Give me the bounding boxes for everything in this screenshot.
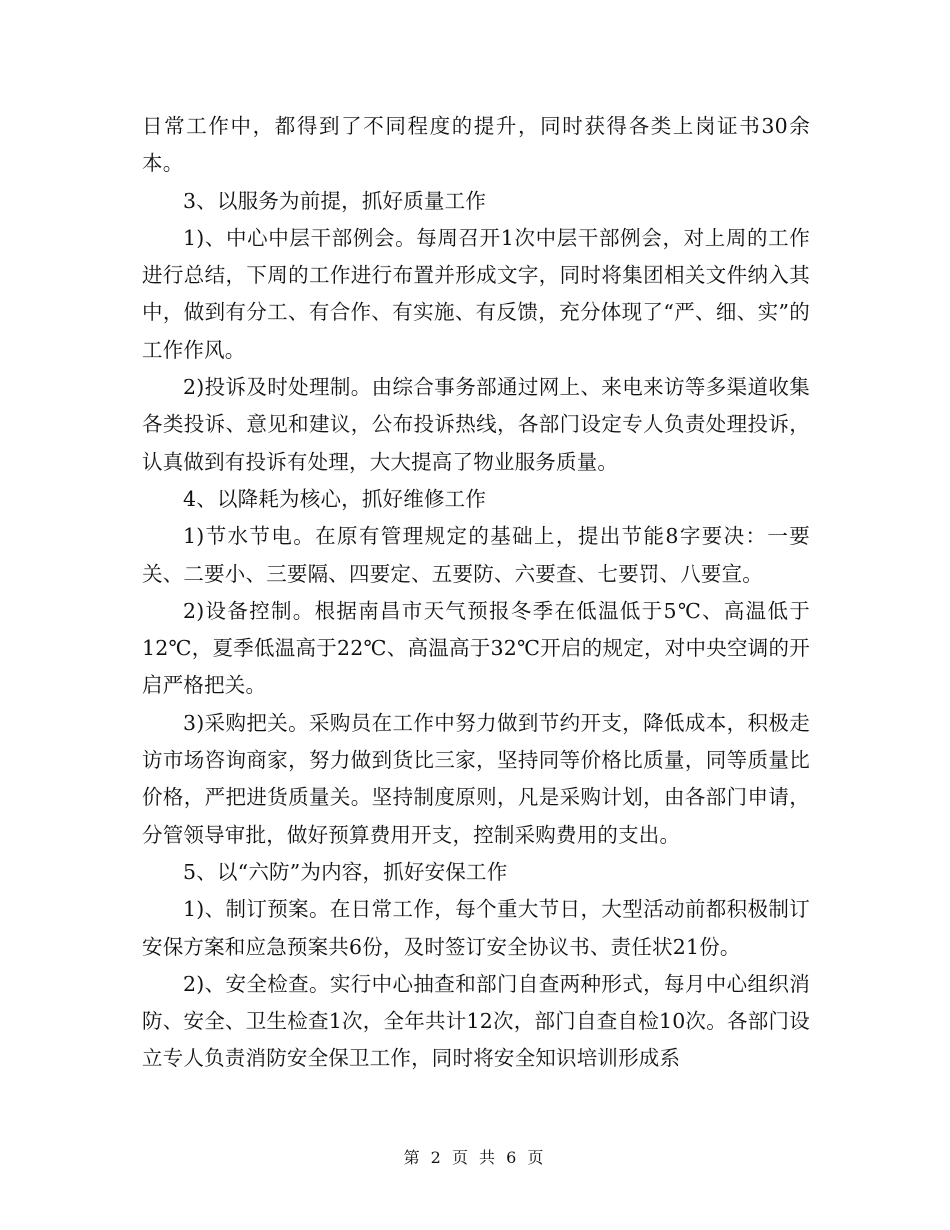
- paragraph: 2)、安全检查。实行中心抽查和部门自查两种形式，每月中心组织消防、安全、卫生检查1次，全年共计12次，部门自查自检10次。各部门设立专人负责消防安全保卫工作，同时将安全知识培训形成系: [142, 971, 810, 1071]
- section-heading: 3、以服务为前提，抓好质量工作: [183, 188, 487, 213]
- section-heading: 4、以降耗为核心，抓好维修工作: [183, 486, 487, 511]
- paragraph: 1)节水节电。在原有管理规定的基础上，提出节能8字要决：一要关、二要小、三要隔、四要定、五要防、六要查、七要罚、八要宣。: [142, 524, 810, 586]
- paragraph: 日常工作中，都得到了不同程度的提升，同时获得各类上岗证书30余本。: [142, 114, 810, 176]
- paragraph: 3)采购把关。采购员在工作中努力做到节约开支，降低成本，积极走访市场咨询商家，努力做到货比三家，坚持同等价格比质量，同等质量比价格，严把进货质量关。坚持制度原则，凡是采购计划，由各部门申请，分管领导审批，做好预算费用开支，控制采购费用的支出。: [142, 710, 810, 847]
- document-body: [142, 108, 810, 1078]
- paragraph: 2)设备控制。根据南昌市天气预报冬季在低温低于5℃、高温低于12℃，夏季低温高于22℃、高温高于32℃开启的规定，对中央空调的开启严格把关。: [142, 598, 810, 698]
- section-heading: 5、以“六防”为内容，抓好安保工作: [183, 859, 508, 884]
- paragraph: 2)投诉及时处理制。由综合事务部通过网上、来电来访等多渠道收集各类投诉、意见和建议，公布投诉热线，各部门设定专人负责处理投诉，认真做到有投诉有处理，大大提高了物业服务质量。: [142, 375, 810, 474]
- paragraph: 1)、中心中层干部例会。每周召开1次中层干部例会，对上周的工作进行总结，下周的工作进行布置并形成文字，同时将集团相关文件纳入其中，做到有分工、有合作、有实施、有反馈，充分体现了“严、细、实”的工作作风。: [142, 225, 810, 362]
- paragraph: 1)、制订预案。在日常工作，每个重大节日，大型活动前都积极制订安保方案和应急预案共6份，及时签订安全协议书、责任状21份。: [142, 897, 810, 959]
- page-footer: 第 2 页 共 6 页: [403, 1148, 547, 1167]
